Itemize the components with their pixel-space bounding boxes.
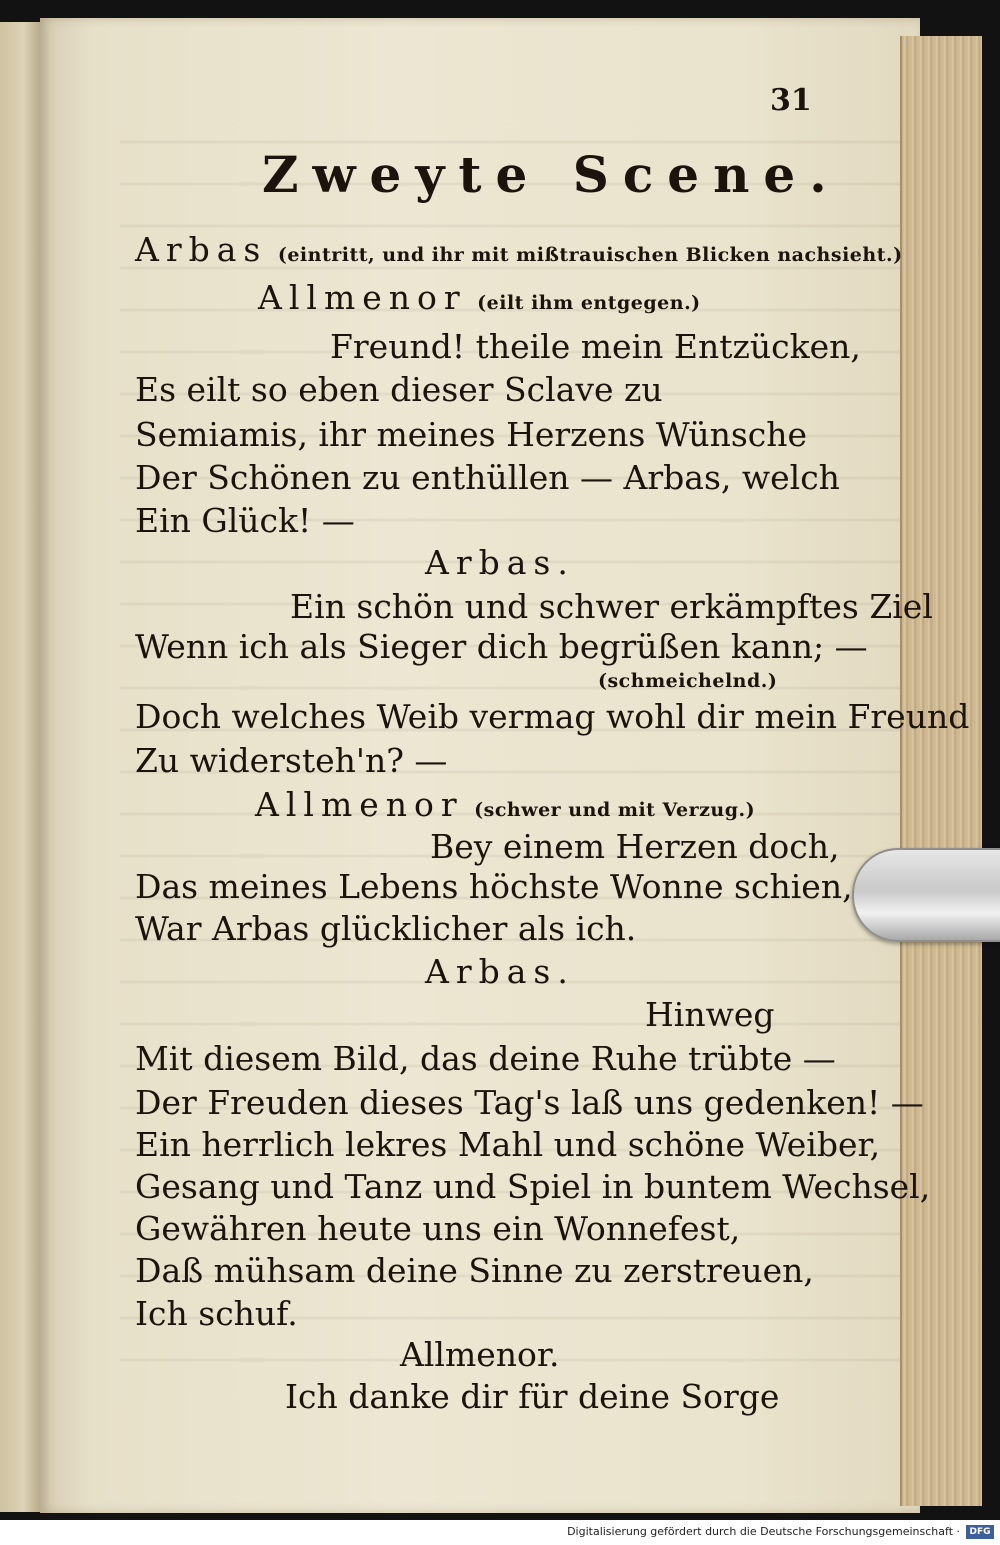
footer-bar bbox=[0, 1520, 1000, 1545]
speaker-name: Arbas bbox=[135, 230, 268, 269]
stage-line bbox=[258, 278, 701, 317]
stage-line bbox=[135, 230, 903, 269]
speaker-name: Arbas. bbox=[425, 952, 575, 991]
speaker-name: Allmenor bbox=[258, 278, 467, 317]
verse-line: War Arbas glücklicher als ich. bbox=[135, 909, 637, 948]
verse-line: Der Freuden dieses Tag's laß uns gedenken! — bbox=[135, 1083, 924, 1122]
verse-line: Hinweg bbox=[645, 995, 775, 1034]
verse-line: Es eilt so eben dieser Sclave zu bbox=[135, 370, 663, 409]
verse-line: Der Schönen zu enthüllen — Arbas, welch bbox=[135, 458, 840, 497]
verse-line: Bey einem Herzen doch, bbox=[430, 827, 840, 866]
verse-line: Doch welches Weib vermag wohl dir mein Freund bbox=[135, 697, 970, 736]
scene-heading: Zweyte Scene. bbox=[262, 145, 841, 204]
speaker-name: Arbas. bbox=[425, 543, 575, 582]
speaker-name: Allmenor bbox=[255, 785, 464, 824]
verse-line: Mit diesem Bild, das deine Ruhe trübte — bbox=[135, 1039, 836, 1078]
verse-line: Ich schuf. bbox=[135, 1294, 298, 1333]
stage-direction: (eintritt, und ihr mit mißtrauischen Blicken nachsieht.) bbox=[277, 244, 903, 266]
verse-line: Daß mühsam deine Sinne zu zerstreuen, bbox=[135, 1251, 814, 1290]
verse-line: Zu widersteh'n? — bbox=[135, 741, 448, 780]
verse-line: Freund! theile mein Entzücken, bbox=[330, 327, 861, 366]
verse-line: Ich danke dir für deine Sorge bbox=[285, 1377, 780, 1416]
verse-line: Ein schön und schwer erkämpftes Ziel bbox=[290, 587, 933, 626]
stage-direction: (eilt ihm entgegen.) bbox=[477, 292, 701, 314]
verse-line: Das meines Lebens höchste Wonne schien, bbox=[135, 867, 853, 906]
verse-line: Gewähren heute uns ein Wonnefest, bbox=[135, 1209, 741, 1248]
verse-line: Gesang und Tanz und Spiel in buntem Wechsel, bbox=[135, 1167, 931, 1206]
stage-line bbox=[255, 785, 756, 824]
stage-direction: (schwer und mit Verzug.) bbox=[474, 799, 756, 821]
funding-note: Digitalisierung gefördert durch die Deutsche Forschungsgemeinschaft · bbox=[567, 1525, 960, 1538]
stage-direction: (schmeichelnd.) bbox=[598, 670, 778, 692]
verse-line: Ein Glück! — bbox=[135, 501, 355, 540]
verse-line: Wenn ich als Sieger dich begrüßen kann; — bbox=[135, 627, 868, 666]
dfg-logo: DFG bbox=[966, 1525, 994, 1539]
verse-line: Semiamis, ihr meines Herzens Wünsche bbox=[135, 415, 808, 454]
page-number: 31 bbox=[770, 83, 812, 118]
speaker-name: Allmenor. bbox=[400, 1335, 560, 1374]
verse-line: Ein herrlich lekres Mahl und schöne Weiber, bbox=[135, 1125, 881, 1164]
